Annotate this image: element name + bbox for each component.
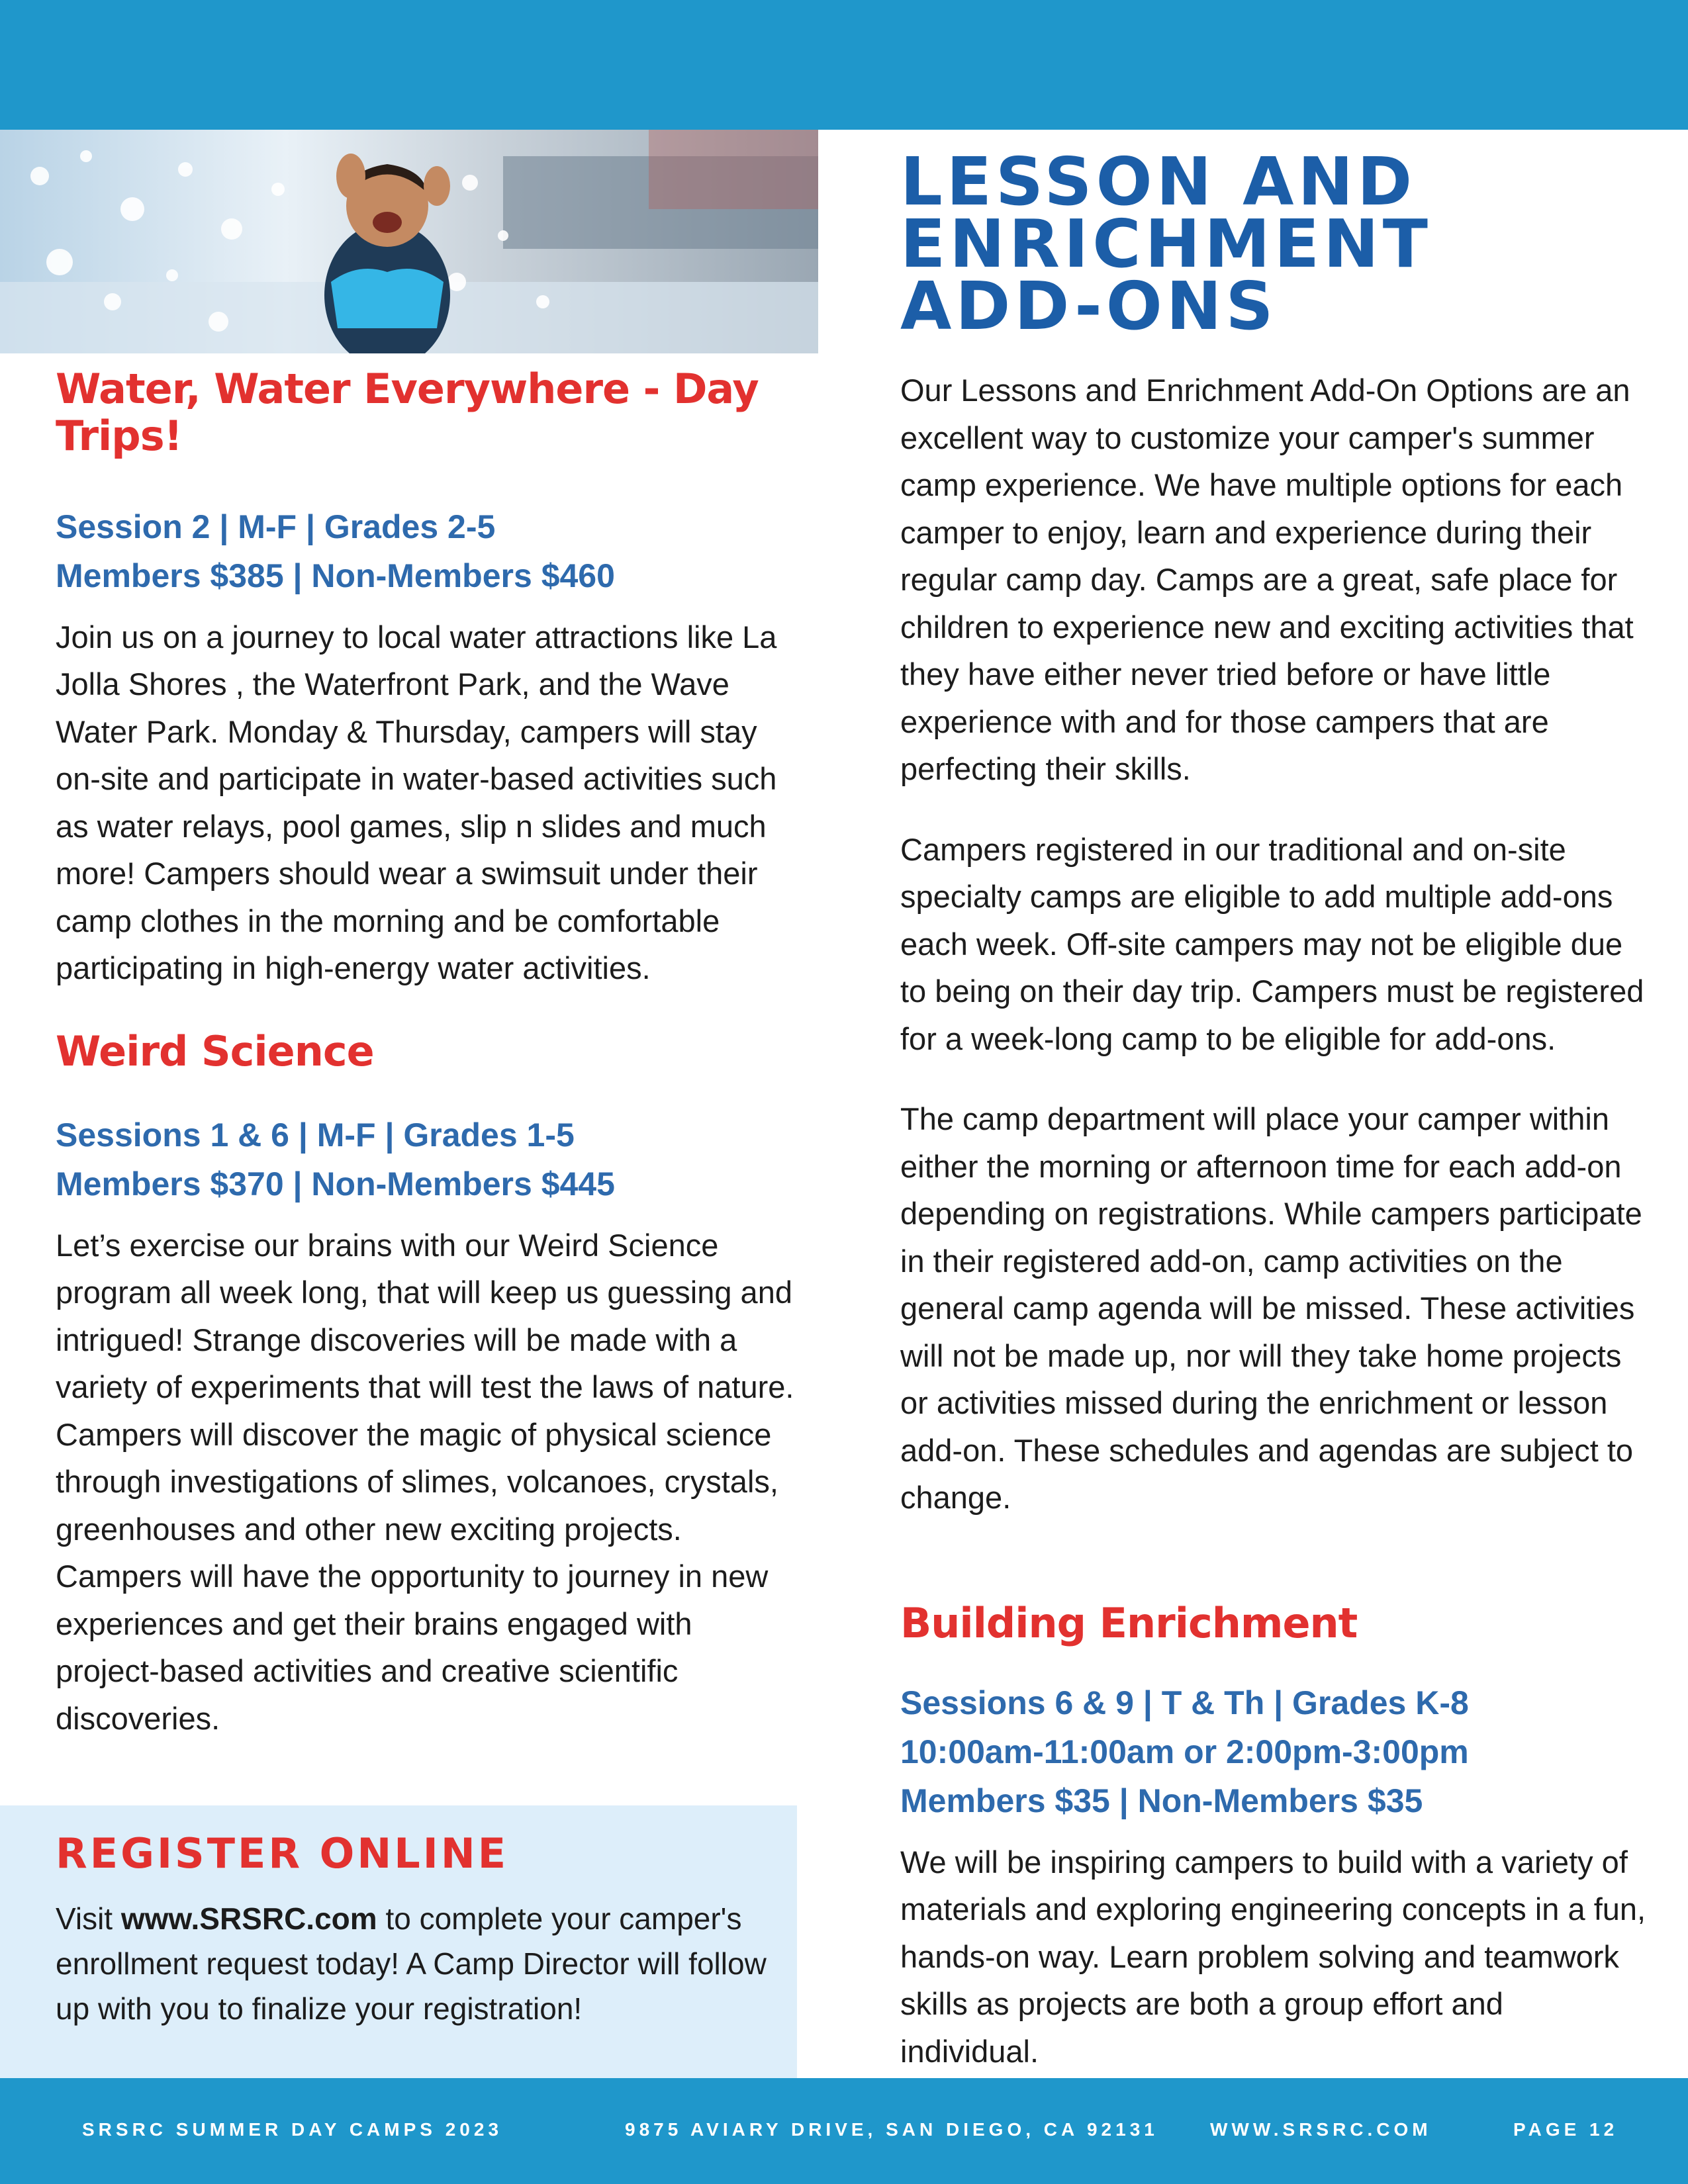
section-description: Join us on a journey to local water attractions like La Jolla Shores , the Waterfront Park, and the Wave Water Park. Monday & Thursday, campers will stay on-site and participate in water-based activities such as water relays, pool games, slip n slides and much more! Campers should wear a swimsuit under their camp clothes in the morning and be comfortable participating in high-energy water activities. <box>56 619 777 986</box>
footer-website[interactable]: WWW.SRSRC.COM <box>1210 2119 1432 2140</box>
price-info: Members $385 | Non-Members $460 <box>56 557 615 594</box>
section-description: Let’s exercise our brains with our Weird Science program all week long, that will keep us guessing and intrigued! Strange discoveries will be made with a variety of experiments that will test the laws of nature. Campers will discover the magic of physical science through investigations of slimes, volcanoes, crystals, greenhouses and other new exciting projects. Campers will have the opportunity to journey in new experiences and get their brains engaged with project-based activities and creative scientific discoveries. <box>56 1227 794 1736</box>
page-title <box>900 143 1648 345</box>
register-text-post: to complete your camper's enrollment request today! A Camp Director will follow up with you to finalize your registration! <box>56 1901 767 2026</box>
section-title: Weird Science <box>56 1026 374 1075</box>
register-online-box <box>0 1805 797 2078</box>
price-info: Members $370 | Non-Members $445 <box>56 1165 615 1203</box>
session-info: Session 2 | M-F | Grades 2-5 <box>56 508 496 545</box>
photo-illustration <box>0 130 818 353</box>
right-column <box>900 143 1648 2075</box>
register-link[interactable]: www.SRSRC.com <box>120 1901 377 1936</box>
water-splash-photo <box>0 130 818 353</box>
header-band <box>0 0 1688 130</box>
section-description: We will be inspiring campers to build with a variety of materials and exploring engineering concepts in a fun, hands-on way. Learn problem solving and teamwork skills as projects are both a group effort and individual. <box>900 1844 1646 2069</box>
session-info: Sessions 6 & 9 | T & Th | Grades K-8 <box>900 1684 1469 1721</box>
session-info: Sessions 1 & 6 | M-F | Grades 1-5 <box>56 1116 575 1154</box>
left-column <box>56 365 797 1742</box>
intro-paragraph: Our Lessons and Enrichment Add-On Options are an excellent way to customize your camper's summer camp experience. We have multiple options for each camper to enjoy, learn and experience during their regular camp day. Camps are a great, safe place for children to experience new and exciting activities that they have either never tried before or have little experience with and for those campers that are perfecting their skills. <box>900 373 1634 786</box>
footer-page-number: PAGE 12 <box>1513 2119 1618 2140</box>
section-title: Building Enrichment <box>900 1598 1358 1647</box>
price-info: Members $35 | Non-Members $35 <box>900 1782 1423 1819</box>
section-title: Water, Water Everywhere - Day Trips! <box>56 365 759 461</box>
building-enrichment-section <box>900 1600 1648 2075</box>
page-title-line-1: LESSON AND <box>900 143 1417 220</box>
water-day-trips-section <box>56 365 797 992</box>
footer-band <box>0 2078 1688 2184</box>
scheduling-paragraph: The camp department will place your camper within either the morning or afternoon time for each add-on depending on registrations. While campers participate in their registered add-on, camp activities on the general camp agenda will be missed. These activities will not be made up, nor will they take home projects or activities missed during the enrichment or lesson add-on. These schedules and agendas are subject to change. <box>900 1101 1642 1515</box>
footer-program-name: SRSRC SUMMER DAY CAMPS 2023 <box>82 2119 503 2140</box>
register-text <box>56 1896 784 2031</box>
footer-address: 9875 AVIARY DRIVE, SAN DIEGO, CA 92131 <box>625 2119 1158 2140</box>
register-title: REGISTER ONLINE <box>56 1829 509 1878</box>
page-title-line-2: ENRICHMENT ADD-ONS <box>900 205 1432 345</box>
time-info: 10:00am-11:00am or 2:00pm-3:00pm <box>900 1733 1469 1770</box>
weird-science-section <box>56 1028 797 1743</box>
eligibility-paragraph: Campers registered in our traditional and on-site specialty camps are eligible to add multiple add-ons each week. Off-site campers may not be eligible due to being on their day trip. Campers must be registered for a week-long camp to be eligible for add-ons. <box>900 831 1644 1056</box>
register-text-pre: Visit <box>56 1901 121 1936</box>
